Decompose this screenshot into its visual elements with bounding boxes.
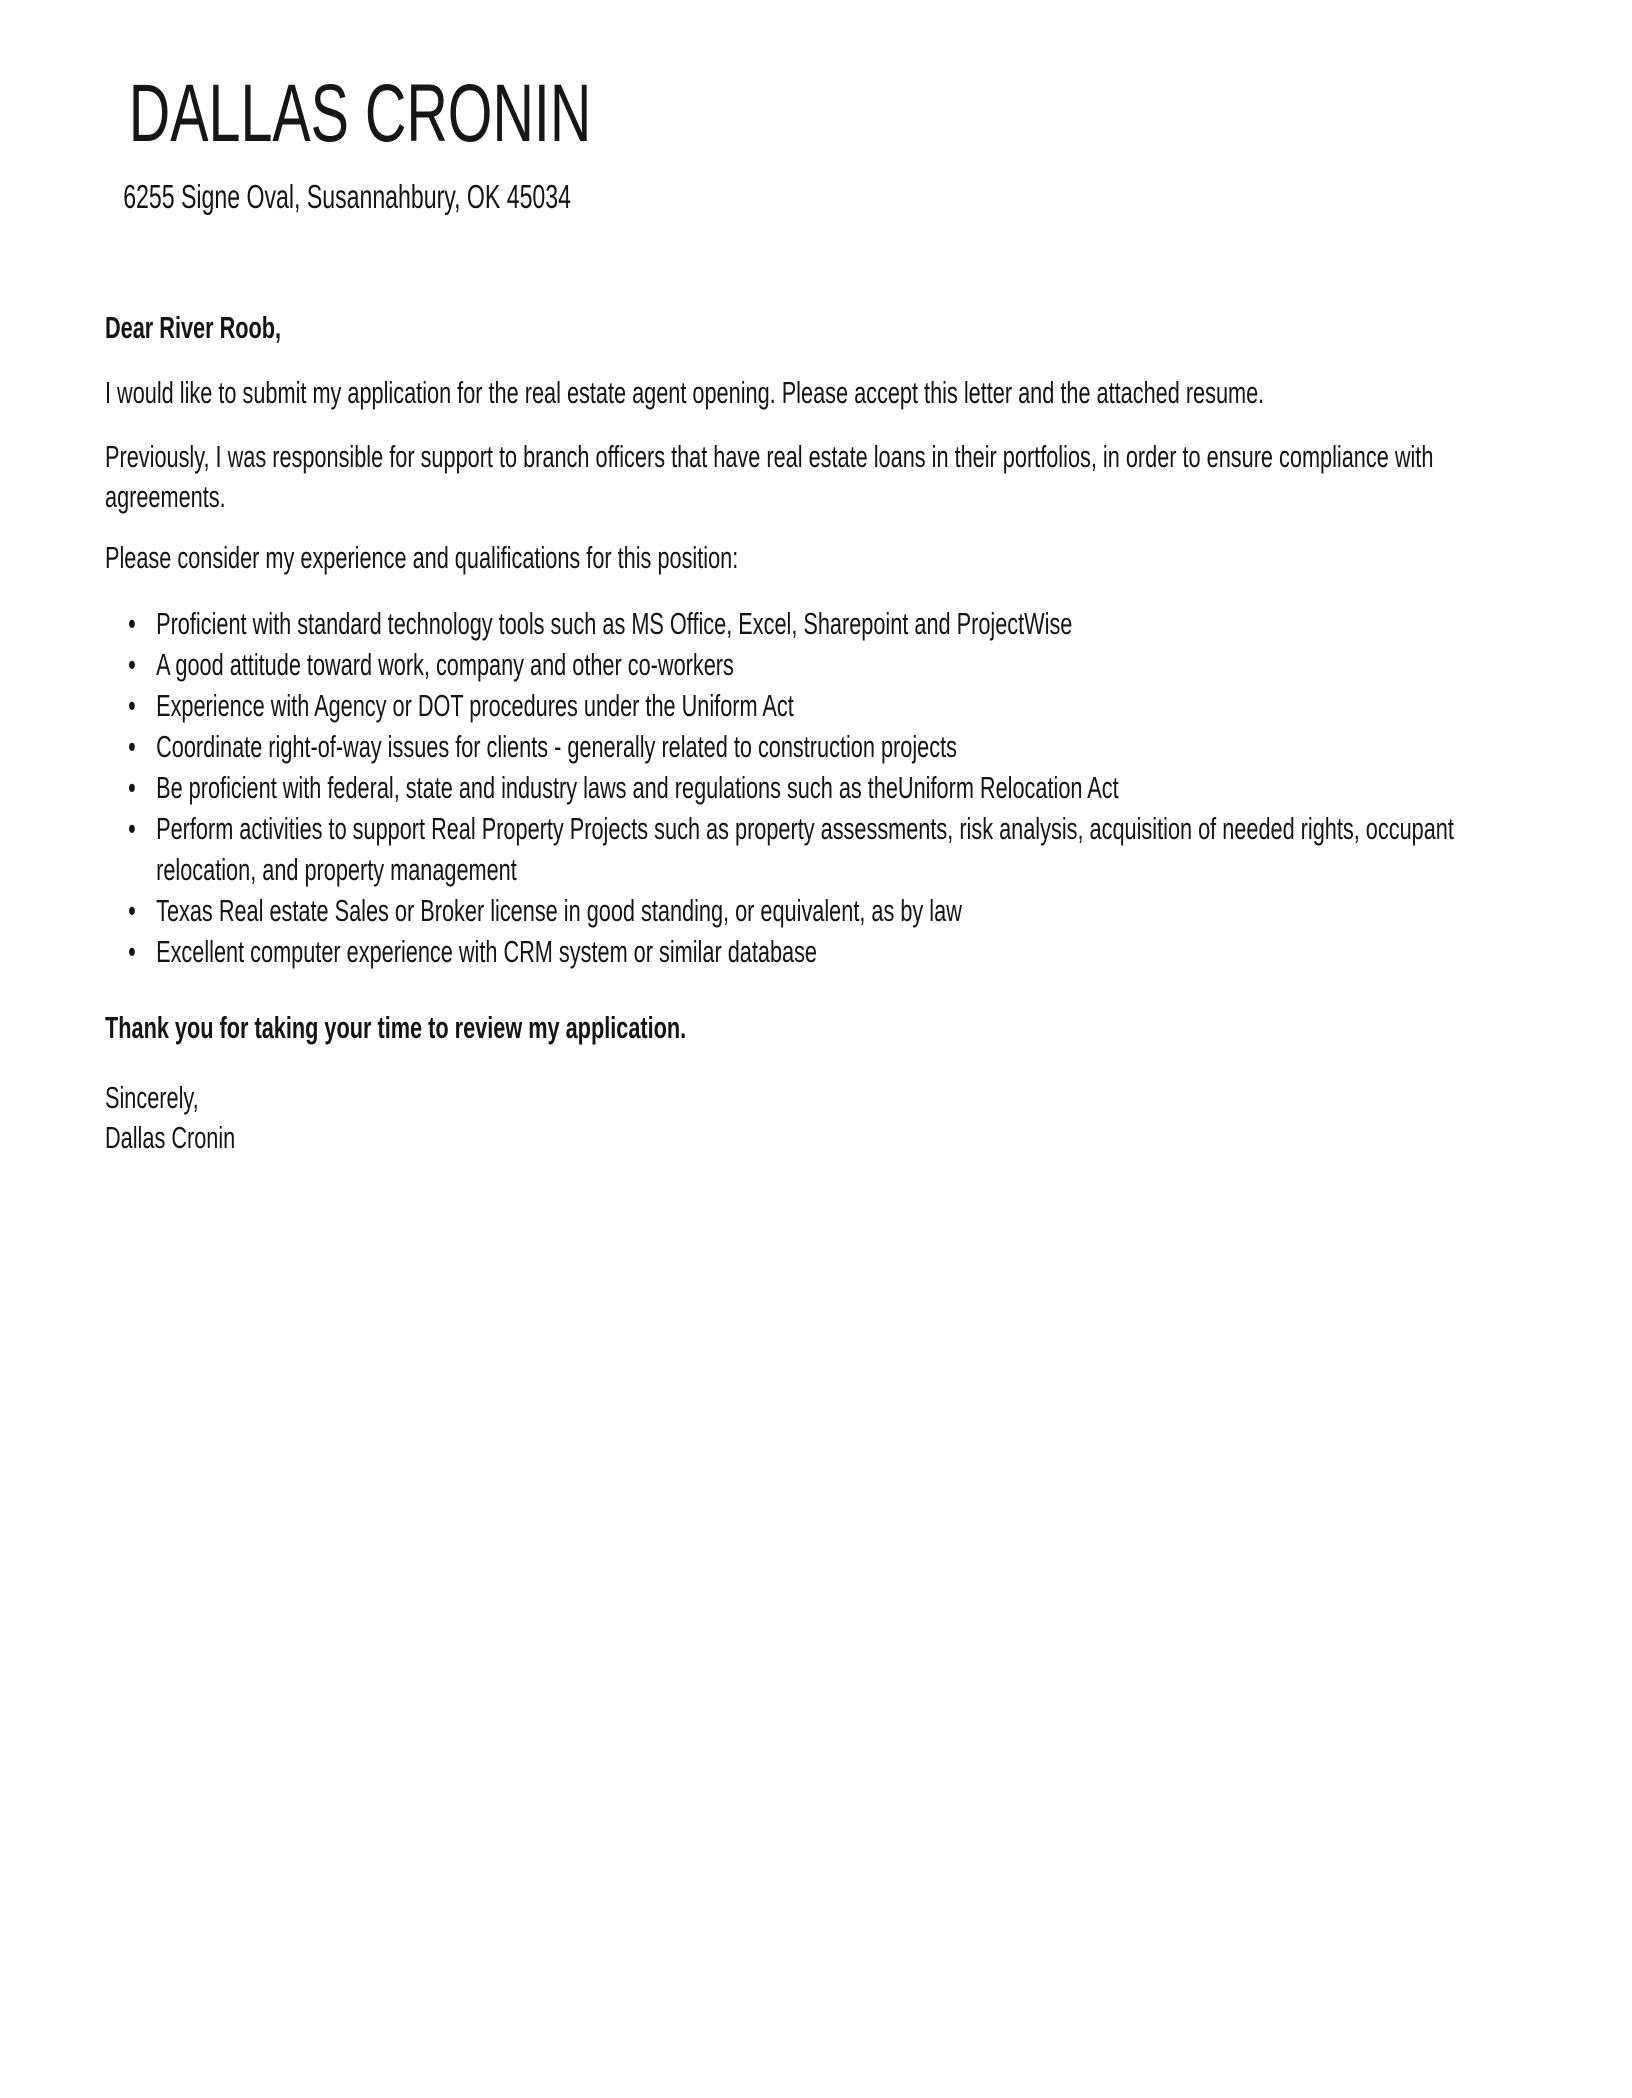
- qualification-item: • Excellent computer experience with CRM system or similar database: [105, 931, 1540, 972]
- signoff: Sincerely,: [105, 1080, 199, 1115]
- signature-name: Dallas Cronin: [105, 1120, 236, 1155]
- signoff-block: [105, 1078, 1540, 1158]
- closing-thanks: Thank you for taking your time to review my application.: [105, 1010, 687, 1045]
- paragraph-intro: I would like to submit my application for the real estate agent opening. Please accept this letter and the attached resume.: [105, 375, 1265, 410]
- qualification-item: • A good attitude toward work, company and other co-workers: [105, 644, 1540, 685]
- paragraph-consider: Please consider my experience and qualifications for this position:: [105, 540, 739, 575]
- qualification-item: • Proficient with standard technology tools such as MS Office, Excel, Sharepoint and ProjectWise: [105, 603, 1540, 644]
- qualification-item: • Texas Real estate Sales or Broker license in good standing, or equivalent, as by law: [105, 890, 1540, 931]
- applicant-name-heading: DALLAS CRONIN: [128, 68, 592, 159]
- qualification-item: • Perform activities to support Real Property Projects such as property assessments, risk analysis, acquisition of needed rights, occupant relocation, and property management: [105, 808, 1540, 890]
- qualifications-list: [105, 603, 1540, 972]
- qualification-item: • Experience with Agency or DOT procedures under the Uniform Act: [105, 685, 1540, 726]
- qualification-item: • Be proficient with federal, state and industry laws and regulations such as theUniform Relocation Act: [105, 767, 1540, 808]
- paragraph-experience: Previously, I was responsible for support to branch officers that have real estate loans in their portfolios, in order to ensure compliance with agreements.: [105, 439, 1434, 514]
- applicant-address: 6255 Signe Oval, Susannahbury, OK 45034: [123, 178, 571, 215]
- salutation: Dear River Roob,: [105, 310, 282, 345]
- qualification-item: • Coordinate right-of-way issues for clients - generally related to construction projects: [105, 726, 1540, 767]
- letter-document: [105, 0, 1540, 1158]
